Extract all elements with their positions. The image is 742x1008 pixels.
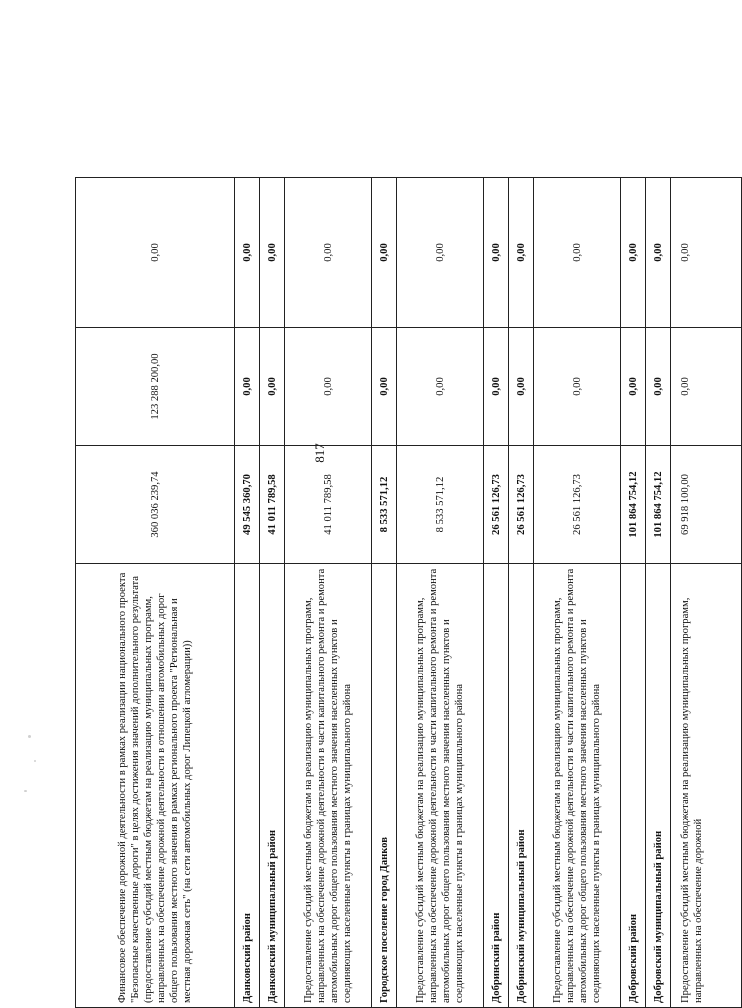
amount-year-1: 26 561 126,73 (509, 446, 534, 564)
table-row (671, 178, 742, 1008)
amount-year-1: 101 864 754,12 (621, 446, 646, 564)
scan-speck (34, 760, 36, 762)
amount-year-2: 0,00 (372, 328, 397, 446)
table-row (646, 178, 671, 1008)
amount-year-1: 8 533 571,12 (372, 446, 397, 564)
row-description: Добринский район (484, 564, 509, 1008)
row-description: Предоставление субсидий местным бюджетам на реализацию муниципальных программ, направленных на обеспечение дорожной деятельности в части капитального ремонта и ремонта автомобильных дорог общего пользования местного значения населенных пунктов и соединяющих населенные пункты в границах муниципального района (397, 564, 484, 1008)
amount-year-2: 0,00 (509, 328, 534, 446)
row-description: Добровский муниципальный район (646, 564, 671, 1008)
amount-year-1: 360 036 239,74 (76, 446, 235, 564)
amount-year-3: 0,00 (372, 178, 397, 328)
table-row (285, 178, 372, 1008)
budget-table (75, 177, 742, 1008)
amount-year-3: 0,00 (285, 178, 372, 328)
table-row (484, 178, 509, 1008)
table-row (509, 178, 534, 1008)
amount-year-2: 0,00 (646, 328, 671, 446)
amount-year-1: 8 533 571,12 (397, 446, 484, 564)
amount-year-3: 0,00 (621, 178, 646, 328)
row-description: Данковский муниципальный район (260, 564, 285, 1008)
row-description: Предоставление субсидий местным бюджетам на реализацию муниципальных программ, направленных на обеспечение дорожной деятельности в части капитального ремонта и ремонта автомобильных дорог общего пользования местного значения населенных пунктов и соединяющих населенные пункты в границах муниципального района (534, 564, 621, 1008)
scan-speck (24, 790, 27, 792)
row-description: Городское поселение город Данков (372, 564, 397, 1008)
amount-year-3: 0,00 (397, 178, 484, 328)
amount-year-2: 0,00 (534, 328, 621, 446)
amount-year-1: 26 561 126,73 (534, 446, 621, 564)
amount-year-2: 0,00 (235, 328, 260, 446)
amount-year-1: 69 918 100,00 (671, 446, 742, 564)
row-description: Добринский муниципальный район (509, 564, 534, 1008)
amount-year-1: 49 545 360,70 (235, 446, 260, 564)
amount-year-2: 0,00 (671, 328, 742, 446)
budget-table-sheet (75, 178, 704, 1008)
scan-speck (28, 735, 31, 738)
amount-year-2: 0,00 (397, 328, 484, 446)
amount-year-2: 0,00 (260, 328, 285, 446)
row-description: Данковский район (235, 564, 260, 1008)
amount-year-2: 0,00 (484, 328, 509, 446)
amount-year-2: 0,00 (621, 328, 646, 446)
table-row (534, 178, 621, 1008)
amount-year-2: 0,00 (285, 328, 372, 446)
table-row (621, 178, 646, 1008)
table-row (260, 178, 285, 1008)
table-row (76, 178, 235, 1008)
table-row (372, 178, 397, 1008)
row-description: Добровский район (621, 564, 646, 1008)
amount-year-1: 101 864 754,12 (646, 446, 671, 564)
table-row (235, 178, 260, 1008)
page-number: 817 (312, 443, 327, 463)
amount-year-3: 0,00 (671, 178, 742, 328)
amount-year-3: 0,00 (235, 178, 260, 328)
amount-year-3: 0,00 (484, 178, 509, 328)
amount-year-1: 41 011 789,58 (285, 446, 372, 564)
amount-year-3: 0,00 (76, 178, 235, 328)
row-description: Финансовое обеспечение дорожной деятельности в рамках реализации национального проекта "Безопасные качественные дороги" в целях достижения значений дополнительного результата (предоставление субсидий местным бюджетам на реализацию муниципальных программ, направленных на обеспечение дорожной деятельности в отношении автомобильных дорог общего пользования местного значения в рамках регионального проекта "Региональная и местная дорожная сеть" (на сети автомобильных дорог Липецкой агломерации)) (76, 564, 235, 1008)
amount-year-3: 0,00 (534, 178, 621, 328)
table-row (397, 178, 484, 1008)
row-description: Предоставление субсидий местным бюджетам на реализацию муниципальных программ, направленных на обеспечение дорожной (671, 564, 742, 1008)
amount-year-3: 0,00 (509, 178, 534, 328)
amount-year-2: 123 288 200,00 (76, 328, 235, 446)
amount-year-3: 0,00 (260, 178, 285, 328)
amount-year-1: 41 011 789,58 (260, 446, 285, 564)
row-description: Предоставление субсидий местным бюджетам на реализацию муниципальных программ, направленных на обеспечение дорожной деятельности в части капитального ремонта и ремонта автомобильных дорог общего пользования местного значения населенных пунктов и соединяющих населенные пункты в границах муниципального района (285, 564, 372, 1008)
amount-year-1: 26 561 126,73 (484, 446, 509, 564)
amount-year-3: 0,00 (646, 178, 671, 328)
